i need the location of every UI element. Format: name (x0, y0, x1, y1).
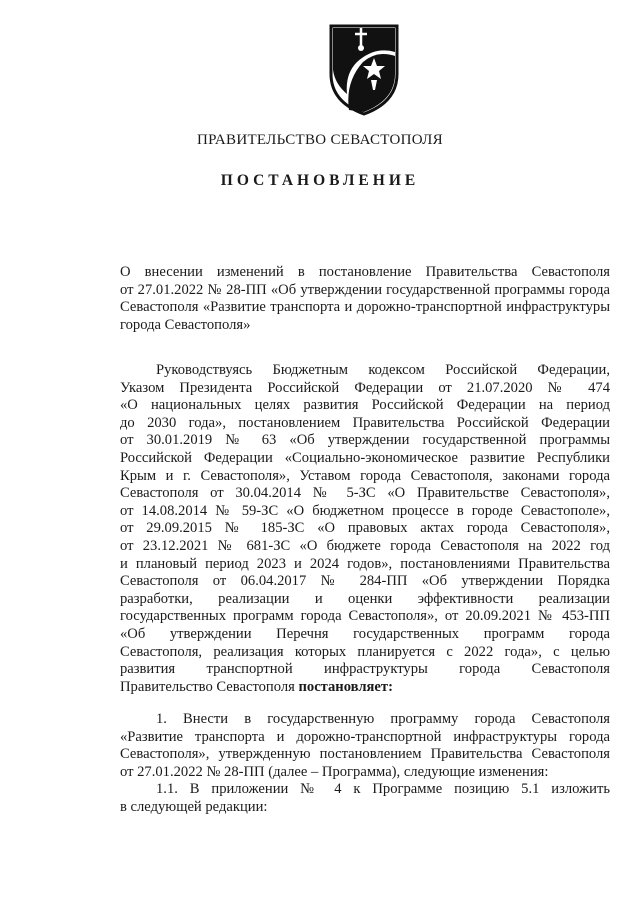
title-line: Севастополя «Развитие транспорта и дорожно-транспортной инфраструктуры (120, 299, 610, 316)
basis-line: Указом Президента Российской Федерации от 21.07.2020 № 474 (120, 379, 610, 396)
basis-line: от 29.09.2015 № 185-ЗС «О правовых актах города Севастополя», (120, 520, 610, 537)
item-1-1-line: в следующей редакции: (120, 798, 268, 815)
document-type: ПОСТАНОВЛЕНИЕ (220, 172, 420, 189)
basis-line: развития транспортной инфраструктуры города Севастополя (120, 661, 610, 678)
item-1-line: от 27.01.2022 № 28-ПП (далее – Программа), следующие изменения: (120, 763, 549, 780)
basis-line: и плановый период 2023 и 2024 годов», постановлениями Правительства (120, 555, 610, 572)
sevastopol-coat-of-arms-icon (327, 22, 401, 116)
resolves-keyword: постановляет: (298, 678, 393, 695)
basis-line: Севастополя от 30.04.2014 № 5-ЗС «О Правительстве Севастополя», (120, 485, 610, 502)
item-1-1-paragraph (120, 781, 610, 816)
item-1-1-line: 1.1. В приложении № 4 к Программе позицию 5.1 изложить (156, 781, 610, 797)
basis-line: от 14.08.2014 № 59-ЗС «О бюджетном процессе в городе Севастополе», (120, 502, 610, 519)
item-1-line: Севастополя», утвержденную постановлением Правительства Севастополя (120, 746, 610, 763)
basis-final-text: Правительство Севастополя (120, 678, 299, 695)
basis-line: до 2030 года», постановлением Правительства Российской Федерации (120, 414, 610, 431)
basis-line: от 30.01.2019 № 63 «Об утверждении государственной программы (120, 432, 610, 449)
item-1-line: 1. Внести в государственную программу города Севастополя (156, 711, 610, 727)
basis-line: от 23.12.2021 № 681-ЗС «О бюджете города Севастополя на 2022 год (120, 537, 610, 554)
basis-line: Руководствуясь Бюджетным кодексом Российской Федерации, (156, 362, 610, 378)
basis-line: государственных программ города Севастополя», от 20.09.2021 № 453-ПП (120, 608, 610, 625)
document-title (120, 264, 610, 334)
item-1-line: «Развитие транспорта и дорожно-транспортной инфраструктуры города (120, 728, 610, 745)
basis-line: «Об утверждении Перечня государственных программ города (120, 625, 610, 642)
basis-final-line (120, 679, 610, 697)
basis-line: Российской Федерации «Социально-экономическое развитие Республики (120, 449, 610, 466)
basis-line: Севастополя от 06.04.2017 № 284-ПП «Об утверждении Порядка (120, 573, 610, 590)
basis-line: Крым и г. Севастополя», Уставом города Севастополя, законами города (120, 467, 610, 484)
item-1-paragraph (120, 711, 610, 781)
government-name: ПРАВИТЕЛЬСТВО СЕВАСТОПОЛЯ (197, 132, 443, 148)
basis-line: «О национальных целях развития Российской Федерации на период (120, 397, 610, 414)
basis-line: Севастополя, реализация которых планируется с 2022 года», с целью (120, 643, 610, 660)
basis-line: разработки, реализации и оценки эффективности реализации (120, 590, 610, 607)
title-line: города Севастополя» (120, 316, 251, 333)
title-line: О внесении изменений в постановление Правительства Севастополя (120, 264, 610, 280)
legal-basis-paragraph (120, 362, 610, 696)
title-line: от 27.01.2022 № 28-ПП «Об утверждении государственной программы города (120, 281, 610, 298)
